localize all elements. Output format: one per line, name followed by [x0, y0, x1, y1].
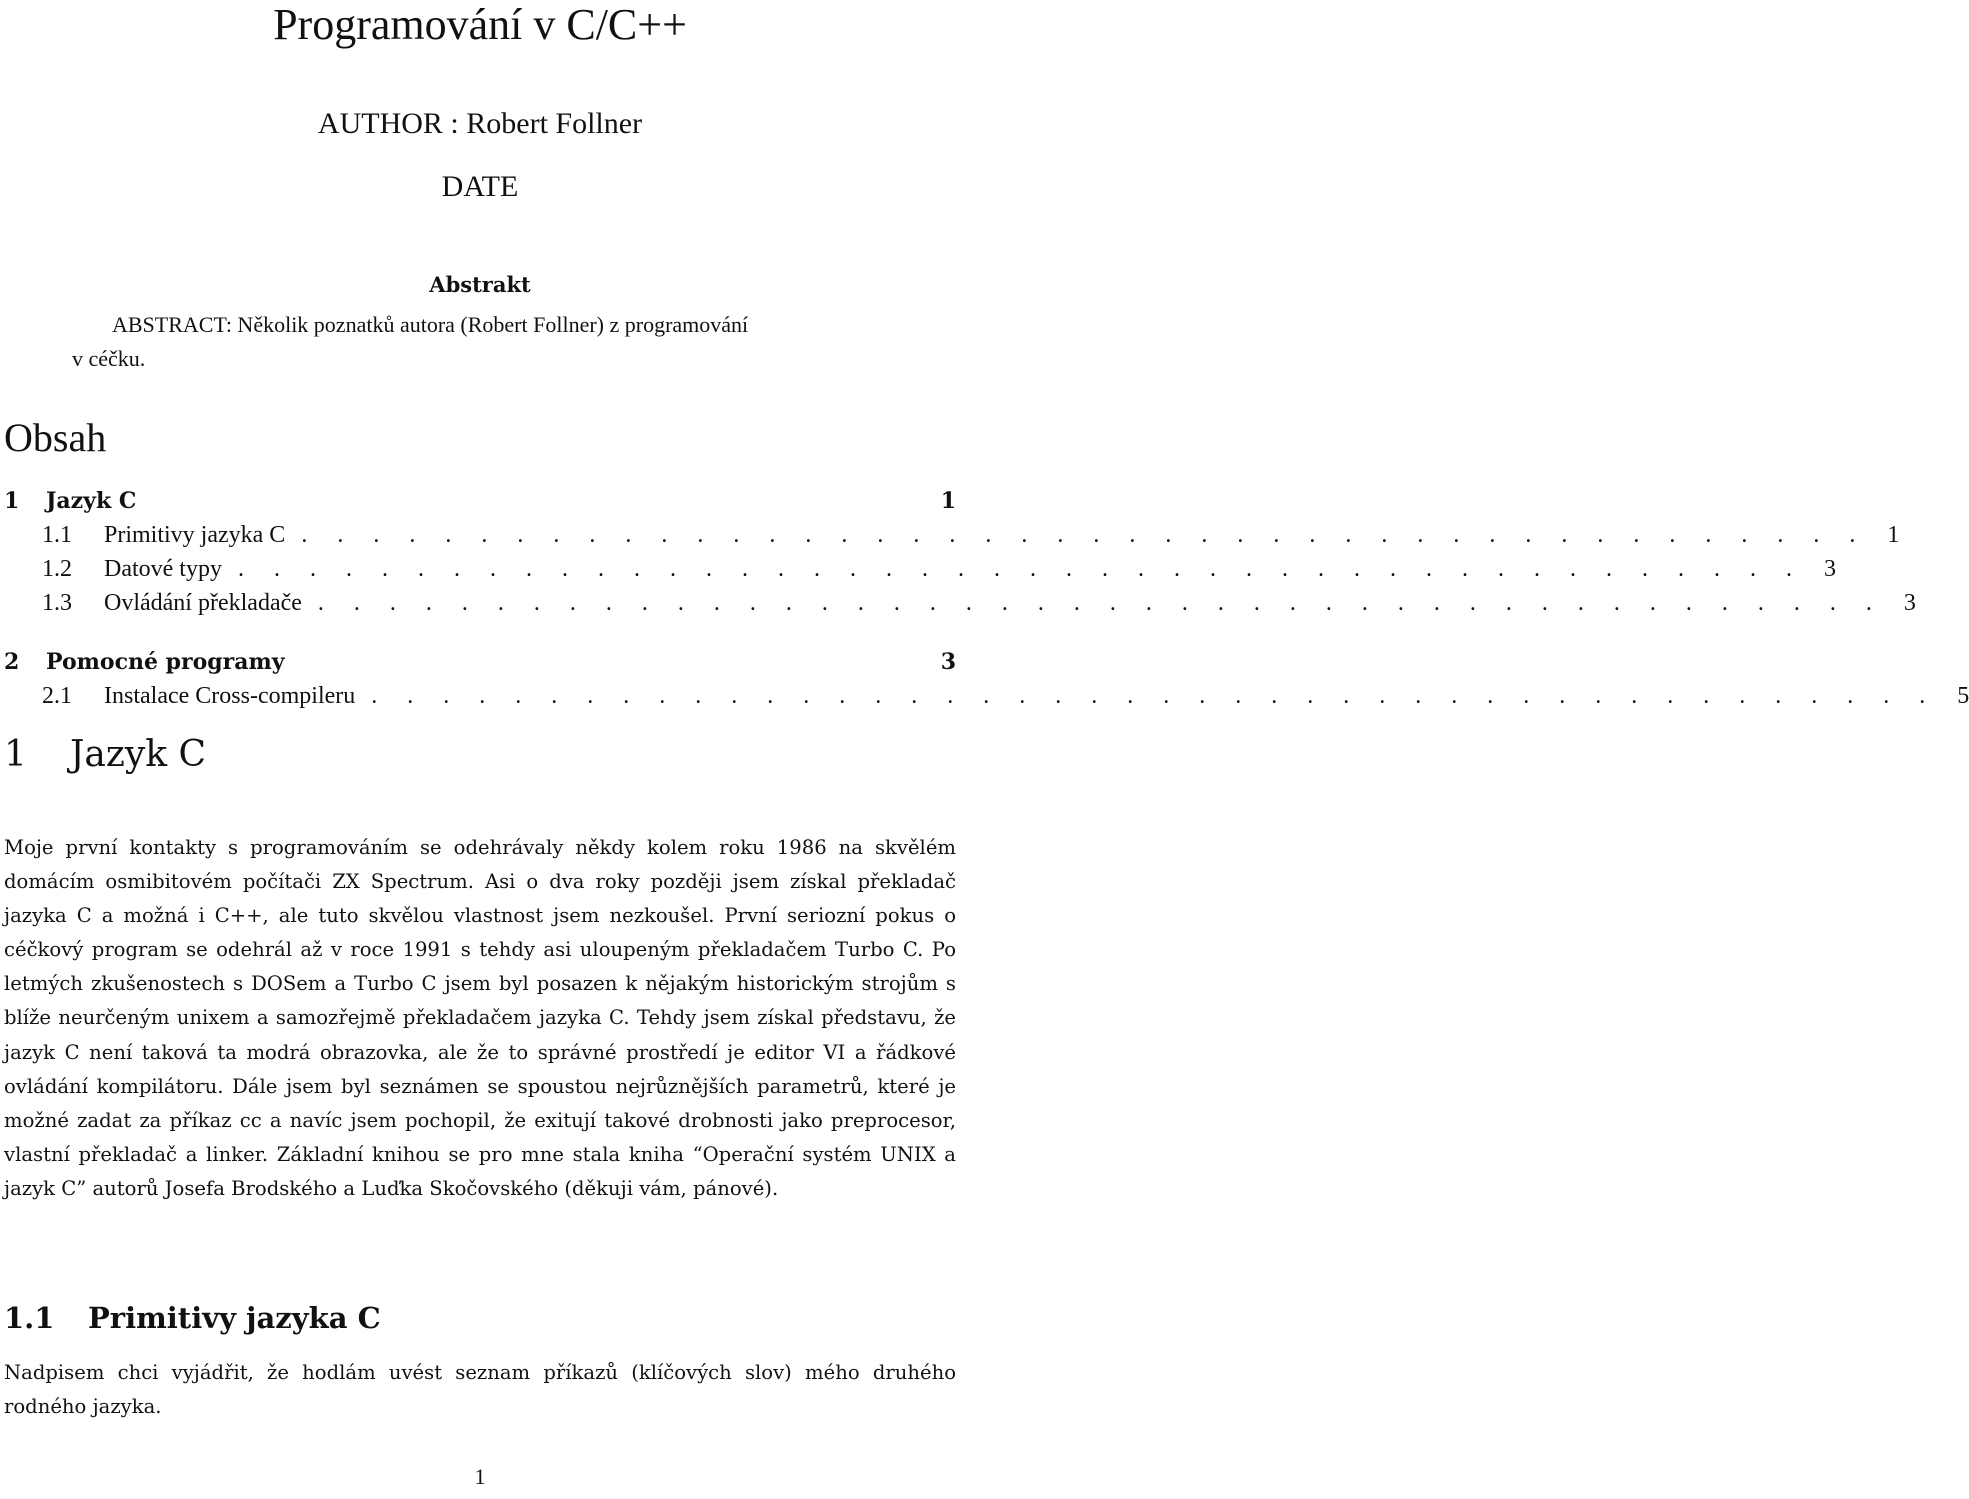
abstract-heading: Abstrakt [429, 272, 531, 297]
toc-leader: . . . . . . . . . . . . . . . . . . . . . . . . . . . . . . . . . . . . . . . . . . . . [317, 590, 1884, 616]
toc-entry-page: 5 [1957, 683, 1969, 709]
toc-entry-2-1[interactable] [4, 679, 1969, 713]
toc-entry-label: Instalace Cross-compileru [104, 683, 356, 709]
toc-entry-1-3[interactable] [4, 586, 1916, 620]
toc-entry-page: 1 [940, 488, 956, 514]
abstract-line-2: v céčku. [72, 346, 146, 371]
toc-entry-page: 3 [1903, 590, 1916, 616]
toc-entry-label: Jazyk C [46, 488, 137, 514]
toc-entry-1-1[interactable] [4, 518, 1900, 552]
toc-entry-number: 1 [4, 488, 20, 514]
toc-entry-number: 1.1 [42, 522, 72, 548]
toc-leader: . . . . . . . . . . . . . . . . . . . . . . . . . . . . . . . . . . . . . . . . . . . . [301, 522, 1868, 548]
toc-entry-page: 1 [1887, 522, 1900, 548]
toc-entry-1-2[interactable] [4, 552, 1836, 586]
toc-entry-number: 1.3 [42, 590, 72, 616]
abstract-body [72, 308, 912, 376]
toc-entry-label: Ovládání překladače [104, 590, 302, 616]
toc-entry-2[interactable] [4, 645, 956, 679]
toc-entry-number: 2 [4, 649, 20, 675]
toc-entry-number: 2.1 [42, 683, 72, 709]
author-line: AUTHOR : Robert Follner [317, 107, 643, 140]
subsection-1-1-paragraph: Nadpisem chci vyjádřit, že hodlám uvést seznam příkazů (klíčových slov) mého druhého rodného jazyka. [4, 1361, 956, 1419]
document-title: Programování v C/C++ [273, 0, 687, 49]
toc-entry-label: Pomocné programy [46, 649, 285, 675]
abstract-line-1: ABSTRACT: Několik poznatků autora (Robert Follner) z programování [112, 312, 749, 337]
date-line: DATE [441, 170, 519, 203]
page-number: 1 [474, 1464, 486, 1489]
section-heading-1 [4, 730, 206, 780]
toc-entry-label: Datové typy [104, 556, 222, 582]
subsection-heading-1-1 [4, 1298, 381, 1338]
toc-leader: . . . . . . . . . . . . . . . . . . . . . . . . . . . . . . . . . . . . . . . . . . . . [371, 683, 1938, 709]
subsection-number: 1.1 [4, 1301, 55, 1335]
section-title: Jazyk C [70, 734, 207, 775]
toc-entry-page: 3 [1823, 556, 1836, 582]
section-number: 1 [4, 734, 27, 775]
toc-heading: Obsah [4, 415, 107, 460]
toc-leader: . . . . . . . . . . . . . . . . . . . . . . . . . . . . . . . . . . . . . . . . . . . . [237, 556, 1804, 582]
subsection-title: Primitivy jazyka C [88, 1301, 381, 1335]
toc-entry-label: Primitivy jazyka C [104, 522, 286, 548]
toc-entry-page: 3 [940, 649, 956, 675]
toc-entry-number: 1.2 [42, 556, 72, 582]
section-1-paragraph: Moje první kontakty s programováním se odehrávaly někdy kolem roku 1986 na skvělém domácím osmibitovém počítači ZX Spectrum. Asi o dva roky později jsem získal překladač jazyka C a možná i C++, ale tuto skvělou vlastnost jsem nezkoušel. První seriozní pokus o céčkový program se odehrál až v roce 1991 s tehdy asi uloupeným překladačem Turbo C. Po letmých zkušenostech s DOSem a Turbo C jsem byl posazen k nějakým historickým strojům s blíže neurčeným unixem a samozřejmě překladačem jazyka C. Tehdy jsem získal představu, že jazyk C není taková ta modrá obrazovka, ale že to správné prostředí je editor VI a řádkové ovládání kompilátoru. Dále jsem byl seznámen se spoustou nejrůznějších parametrů, které je možné zadat za příkaz cc a navíc jsem pochopil, že exitují takové drobnosti jako preprocesor, vlastní překladač a linker. Základní knihou se pro mne stala kniha “Operační systém UNIX a jazyk C” autorů Josefa Brodského a Luďka Skočovského (děkuji vám, pánové). [4, 836, 956, 1200]
toc-entry-1[interactable] [4, 484, 956, 518]
